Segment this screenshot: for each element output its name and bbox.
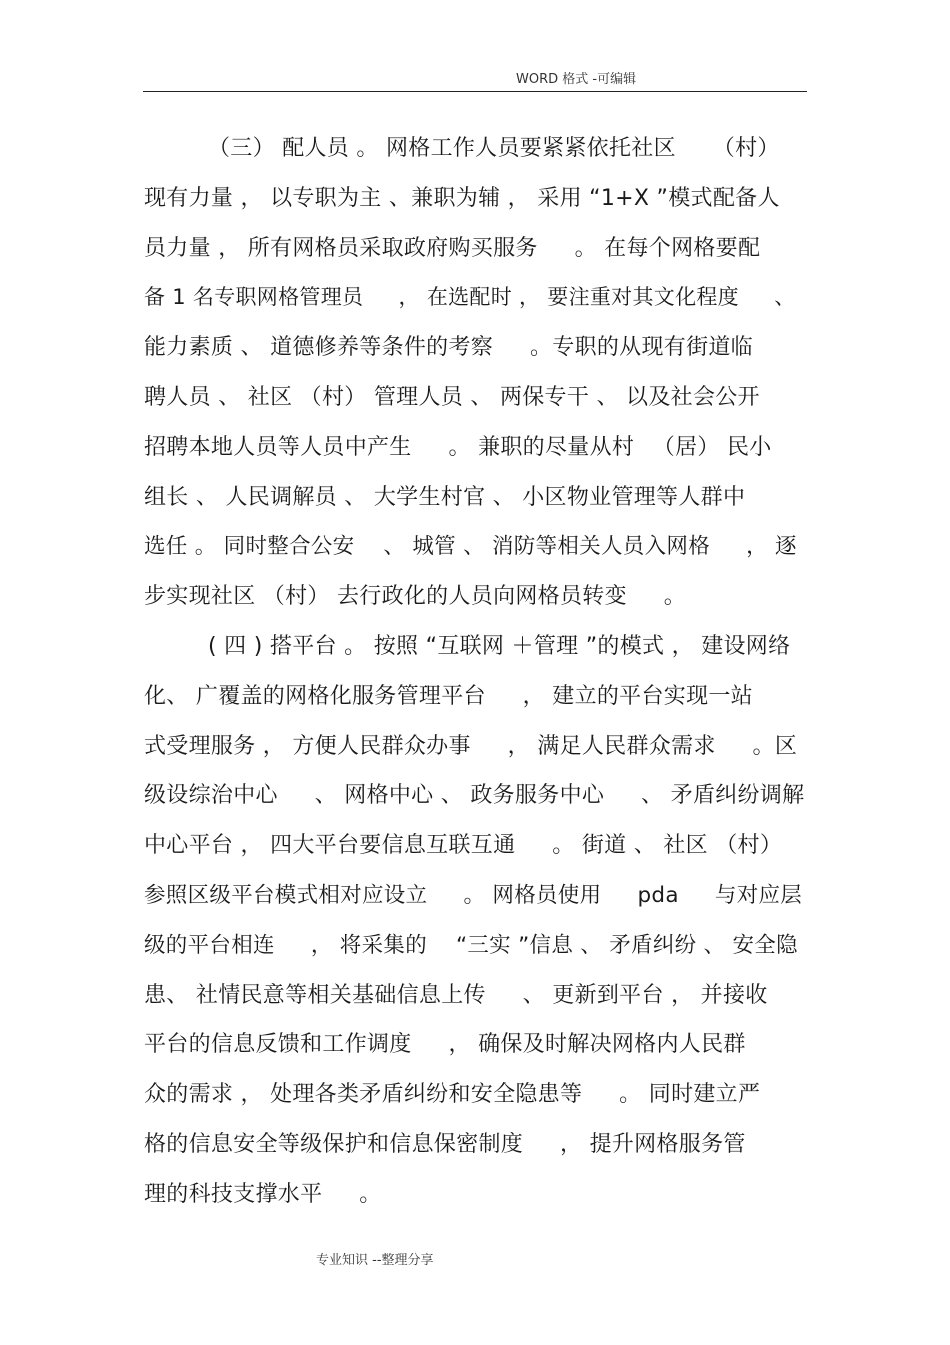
paragraph-4-line-2: 化、 广覆盖的网格化服务管理平台 ， 建立的平台实现一站 (144, 683, 753, 709)
paragraph-4-line-6: 参照区级平台模式相对应设立 。 网格员使用 pda 与对应层 (144, 882, 803, 908)
page-header: WORD 格式 -可编辑 (516, 72, 637, 87)
page-footer: 专业知识 --整理分享 (316, 1253, 434, 1268)
paragraph-4-line-11: 格的信息安全等级保护和信息保密制度 ， 提升网格服务管 (144, 1131, 746, 1157)
paragraph-3-line-7: 招聘本地人员等人员中产生 。 兼职的尽量从村 （居） 民小 (144, 434, 772, 460)
paragraph-3-line-4: 备 1 名专职网格管理员 ， 在选配时 ， 要注重对其文化程度 、 (144, 285, 796, 310)
paragraph-3-line-10: 步实现社区 （村） 去行政化的人员向网格员转变 。 (144, 584, 687, 610)
paragraph-4-line-5: 中心平台 ， 四大平台要信息互联互通 。 街道 、 社区 （村） (144, 833, 783, 859)
document-body (144, 124, 804, 1220)
paragraph-4-line-8: 患、 社情民意等相关基础信息上传 、 更新到平台 ， 并接收 (144, 982, 768, 1008)
paragraph-4-line-10: 众的需求 ， 处理各类矛盾纠纷和安全隐患等 。 同时建立严 (144, 1082, 761, 1108)
paragraph-4-line-9: 平台的信息反馈和工作调度 ， 确保及时解决网格内人民群 (144, 1032, 746, 1058)
paragraph-3-line-1: （三） 配人员 。 网格工作人员要紧紧依托社区 （村） (208, 136, 780, 161)
paragraph-4-line-3: 式受理服务 ， 方便人民群众办事 ， 满足人民群众需求 。区 (144, 733, 798, 759)
paragraph-4-line-12: 理的科技支撑水平 。 (144, 1181, 382, 1207)
header-divider (143, 91, 807, 92)
paragraph-3-line-8: 组长 、 人民调解员 、 大学生村官 、 小区物业管理等人群中 (144, 484, 746, 510)
paragraph-4-line-4: 级设综治中心 、 网格中心 、 政务服务中心 、 矛盾纠纷调解 (144, 783, 805, 809)
paragraph-3-line-3: 员力量 ， 所有网格员采取政府购买服务 。 在每个网格要配 (144, 235, 761, 261)
paragraph-3-line-9: 选任 。 同时整合公安 、 城管 、 消防等相关人员入网格 ， 逐 (144, 534, 797, 560)
paragraph-4-line-7: 级的平台相连 ， 将采集的 “三实 ”信息 、 矛盾纠纷 、 安全隐 (144, 932, 798, 958)
paragraph-4-line-1: ( 四 ) 搭平台 。 按照 “互联网 ＋管理 ”的模式 ， 建设网络 (208, 633, 791, 659)
paragraph-3-line-6: 聘人员 、 社区 （村） 管理人员 、 两保专干 、 以及社会公开 (144, 384, 760, 410)
paragraph-3-line-5: 能力素质 、 道德修养等条件的考察 。专职的从现有街道临 (144, 335, 753, 361)
paragraph-3-line-2: 现有力量 ， 以专职为主 、兼职为辅 ， 采用 “1+X ”模式配备人 (144, 185, 780, 211)
